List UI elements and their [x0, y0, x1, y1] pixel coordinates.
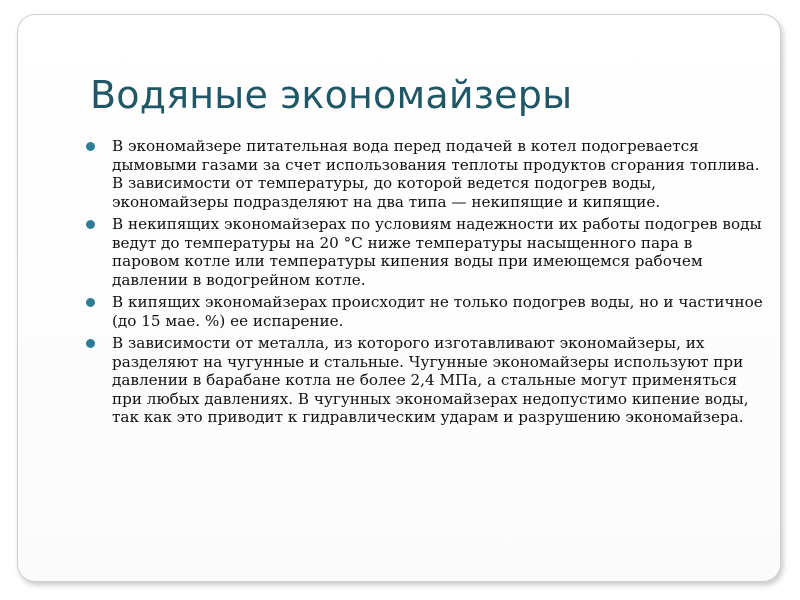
- bullet-text: В экономайзере питательная вода перед подачей в котел подогревается дымовыми газами за счет использования теплоты продуктов сгорания топлива. В зависимости от температуры, до которой ведется подогрев воды, экономайзеры подразделяют на два типа — некипящие и кипящие.: [112, 137, 760, 211]
- bullet-text: В кипящих экономайзерах происходит не только подогрев воды, но и частичное (до 15 мае. %) ее испарение.: [112, 293, 763, 330]
- slide-panel: [17, 14, 781, 582]
- bullet-list: [84, 137, 764, 431]
- bullet-dot-icon: [86, 142, 95, 151]
- slide-title: Водяные экономайзеры: [90, 73, 573, 117]
- bullet-dot-icon: [86, 220, 95, 229]
- bullet-dot-icon: [86, 298, 95, 307]
- bullet-item: [84, 293, 764, 330]
- bullet-item: [84, 137, 764, 211]
- bullet-text: В некипящих экономайзерах по условиям надежности их работы подогрев воды ведут до температуры на 20 °С ниже температуры насыщенного пара в паровом котле или температуры кипения воды при имеющемся рабочем давлении в водогрейном котле.: [112, 215, 762, 289]
- bullet-dot-icon: [86, 339, 95, 348]
- bullet-item: [84, 334, 764, 427]
- bullet-item: [84, 215, 764, 289]
- bullet-text: В зависимости от металла, из которого изготавливают экономайзеры, их разделяют на чугунные и стальные. Чугунные экономайзеры используют при давлении в барабане котла не более 2,4 МПа, а стальные могут применяться при любых давлениях. В чугунных экономайзерах недопустимо кипение воды, так как это приводит к гидравлическим ударам и разрушению экономайзера.: [112, 334, 749, 426]
